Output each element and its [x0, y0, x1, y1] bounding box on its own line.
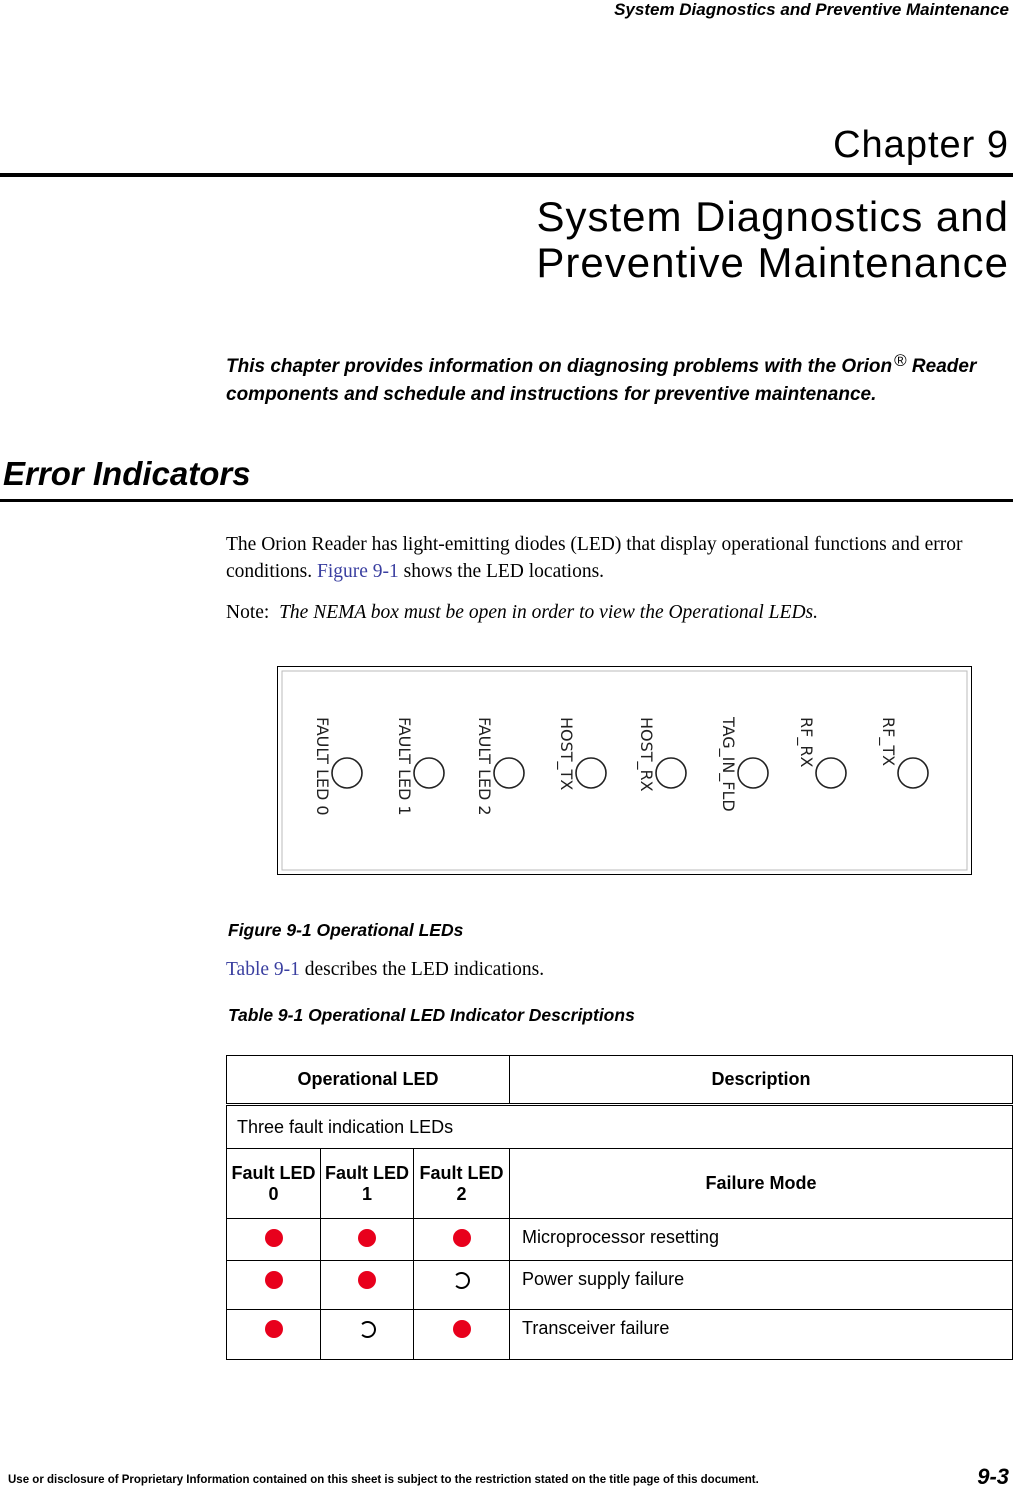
led-hole-8 [898, 758, 928, 788]
failure-mode-cell: Power supply failure [510, 1261, 1013, 1310]
led-panel-figure [277, 666, 972, 875]
chapter-title [536, 194, 1009, 286]
sub-header-failure-mode: Failure Mode [510, 1149, 1013, 1219]
chapter-title-line-1: System Diagnostics and [536, 193, 1009, 240]
led-hole-7 [816, 758, 846, 788]
running-header: System Diagnostics and Preventive Maintenance [614, 0, 1009, 19]
table-link[interactable]: Table 9-1 [226, 959, 300, 980]
registered-mark: ® [894, 351, 907, 370]
led-on-icon [265, 1320, 283, 1338]
figure-caption: Figure 9-1 Operational LEDs [228, 920, 464, 940]
led-indicator-table [226, 1055, 1013, 1360]
intro-text-end: shows the LED locations. [398, 561, 605, 582]
group-row [227, 1105, 1013, 1149]
note-text: The NEMA box must be open in order to view the Operational LEDs. [279, 602, 818, 623]
failure-mode-cell: Transceiver failure [510, 1310, 1013, 1360]
cell-led1 [321, 1310, 414, 1360]
table-caption: Table 9-1 Operational LED Indicator Descriptions [228, 1005, 635, 1025]
cell-led0 [227, 1261, 321, 1310]
note [226, 599, 818, 626]
led-panel-drawing [278, 667, 971, 874]
led-label-2: FAULT LED 1 [395, 717, 414, 816]
led-hole-4 [576, 758, 606, 788]
led-group [313, 716, 928, 816]
table-header-row [227, 1056, 1013, 1105]
page-number: 9-3 [977, 1464, 1009, 1489]
sub-header-led1: Fault LED 1 [321, 1149, 414, 1219]
panel-inner-border [282, 671, 967, 870]
sub-header-row [227, 1149, 1013, 1219]
note-label: Note: [226, 602, 270, 623]
sub-header-led0: Fault LED 0 [227, 1149, 321, 1219]
group-label: Three fault indication LEDs [227, 1105, 1013, 1149]
table-row [227, 1310, 1013, 1360]
led-label-1: FAULT LED 0 [313, 717, 332, 816]
led-hole-2 [414, 758, 444, 788]
col-header-description: Description [510, 1056, 1013, 1105]
cell-led2 [414, 1261, 510, 1310]
abstract-text-2: Reader components and schedule and instructions for preventive maintenance. [226, 356, 977, 405]
led-label-6: TAG_IN_FLD [719, 717, 738, 812]
failure-mode-cell: Microprocessor resetting [510, 1219, 1013, 1261]
cell-led0 [227, 1310, 321, 1360]
led-on-icon [453, 1320, 471, 1338]
cell-led1 [321, 1261, 414, 1310]
led-off-icon [359, 1321, 376, 1338]
led-hole-1 [332, 758, 362, 788]
section-title: Error Indicators [3, 455, 251, 492]
intro-text: The Orion Reader has light-emitting diodes (LED) that display operational functions and error conditions. [226, 534, 963, 582]
cell-led1 [321, 1219, 414, 1261]
led-on-icon [358, 1229, 376, 1247]
led-on-icon [453, 1229, 471, 1247]
led-hole-5 [656, 758, 686, 788]
section-rule [0, 499, 1013, 502]
led-label-4: HOST_TX [557, 717, 576, 791]
led-on-icon [358, 1271, 376, 1289]
led-on-icon [265, 1271, 283, 1289]
cell-led0 [227, 1219, 321, 1261]
led-label-5: HOST_RX [637, 717, 656, 792]
abstract-text-1: This chapter provides information on diagnosing problems with the Orion [226, 356, 893, 377]
intro-paragraph [226, 531, 1011, 585]
footer-notice: Use or disclosure of Proprietary Information contained on this sheet is subject to the restriction stated on the title page of this document. [8, 1474, 759, 1486]
figure-link[interactable]: Figure 9-1 [317, 561, 399, 582]
led-off-icon [453, 1272, 470, 1289]
led-hole-3 [494, 758, 524, 788]
table-row [227, 1219, 1013, 1261]
table-ref-text: describes the LED indications. [299, 959, 545, 980]
table-ref-paragraph [226, 956, 544, 983]
led-on-icon [265, 1229, 283, 1247]
sub-header-led2: Fault LED 2 [414, 1149, 510, 1219]
cell-led2 [414, 1310, 510, 1360]
chapter-abstract [226, 347, 1006, 409]
led-hole-6 [738, 758, 768, 788]
cell-led2 [414, 1219, 510, 1261]
led-label-3: FAULT LED 2 [475, 717, 494, 816]
chapter-rule [0, 173, 1013, 177]
chapter-title-line-2: Preventive Maintenance [536, 239, 1009, 286]
chapter-label: Chapter 9 [833, 124, 1009, 166]
col-header-operational-led: Operational LED [227, 1056, 510, 1105]
table-row [227, 1261, 1013, 1310]
led-label-7: RF_RX [797, 717, 816, 768]
led-label-8: RF_TX [879, 717, 898, 767]
table-body [227, 1219, 1013, 1360]
